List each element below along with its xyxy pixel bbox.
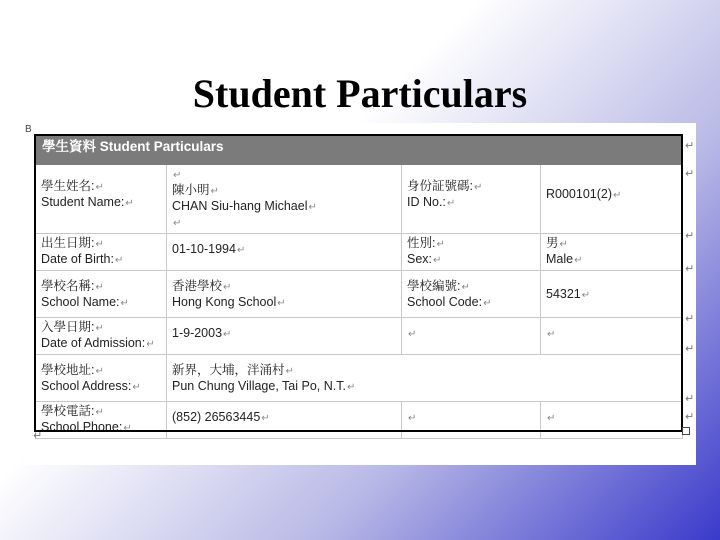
row-end-mark: ↵ (685, 262, 695, 275)
row-end-mark: ↵ (685, 410, 695, 423)
student-name-en: CHAN Siu-hang Michael↵ (172, 199, 317, 213)
label-zh: 性別:↵ (407, 236, 445, 250)
anchor-mark: B (25, 124, 32, 135)
value-cell[interactable] (167, 355, 683, 402)
label-zh: 學校地址:↵ (41, 363, 104, 377)
school-name-en: Hong Kong School↵ (172, 295, 286, 309)
label-en: School Phone:↵ (41, 420, 132, 434)
label-zh: 學校編號:↵ (407, 279, 470, 293)
label-en: Sex:↵ (407, 252, 442, 266)
table-resize-handle[interactable] (682, 427, 690, 435)
empty-cell[interactable]: ↵ (541, 318, 683, 355)
label-en: ID No.:↵ (407, 195, 456, 209)
label-cell (36, 402, 167, 439)
label-cell (36, 271, 167, 318)
label-zh: 出生日期:↵ (41, 236, 104, 250)
label-en: School Code:↵ (407, 295, 492, 309)
paragraph-end-mark: ↵ (33, 429, 43, 442)
label-en: Date of Admission:↵ (41, 336, 155, 350)
value-cell[interactable] (541, 234, 683, 271)
school-name-zh: 香港學校↵ (172, 279, 232, 293)
label-en: School Name:↵ (41, 295, 129, 309)
label-zh: 學生姓名:↵ (41, 179, 104, 193)
label-cell (36, 234, 167, 271)
student-particulars-table (33, 135, 683, 442)
value-cell[interactable] (541, 271, 683, 318)
label-cell (36, 318, 167, 355)
label-cell (402, 234, 541, 271)
value-cell[interactable] (167, 402, 402, 439)
value-cell[interactable] (541, 165, 683, 234)
label-cell (36, 355, 167, 402)
row-end-mark: ↵ (685, 312, 695, 325)
label-en: Date of Birth:↵ (41, 252, 124, 266)
label-zh: 學校名稱:↵ (41, 279, 104, 293)
label-en: Student Name:↵ (41, 195, 134, 209)
empty-cell[interactable]: ↵ (402, 318, 541, 355)
admission-date: 1-9-2003↵ (172, 326, 232, 340)
row-end-mark: ↵ (685, 229, 695, 242)
empty-cell[interactable]: ↵ (541, 402, 683, 439)
date-of-birth: 01-10-1994↵ (172, 242, 246, 256)
row-end-mark: ↵ (685, 139, 695, 152)
row-end-mark: ↵ (685, 167, 695, 180)
table-header (36, 136, 683, 165)
row-end-mark: ↵ (685, 342, 695, 355)
sex-zh: 男↵ (546, 236, 568, 250)
student-name-zh: 陳小明↵ (172, 183, 219, 197)
slide-title: Student Particulars (192, 71, 528, 116)
id-number: R000101(2)↵ (546, 187, 622, 201)
label-cell (36, 165, 167, 234)
label-zh: 身份証號碼:↵ (407, 179, 483, 193)
school-address-zh: 新界，大埔，泮涌村↵ (172, 363, 294, 377)
school-phone: (852) 26563445↵ (172, 410, 270, 424)
value-cell[interactable] (167, 234, 402, 271)
label-zh: 學校電話:↵ (41, 404, 104, 418)
sex-en: Male↵ (546, 252, 583, 266)
value-cell[interactable] (167, 318, 402, 355)
label-zh: 入學日期:↵ (41, 320, 104, 334)
label-cell (402, 165, 541, 234)
label-cell (402, 271, 541, 318)
value-cell[interactable] (167, 271, 402, 318)
school-code: 54321↵ (546, 287, 591, 301)
value-cell[interactable]: ↵ 陳小明↵ CHAN Siu-hang Michael↵ ↵ (167, 165, 402, 234)
row-end-mark: ↵ (685, 392, 695, 405)
label-en: School Address:↵ (41, 379, 141, 393)
table-header-text: 學生資料 Student Particulars (42, 139, 224, 154)
document-page (25, 123, 696, 465)
empty-cell[interactable]: ↵ (402, 402, 541, 439)
school-address-en: Pun Chung Village, Tai Po, N.T.↵ (172, 379, 356, 393)
